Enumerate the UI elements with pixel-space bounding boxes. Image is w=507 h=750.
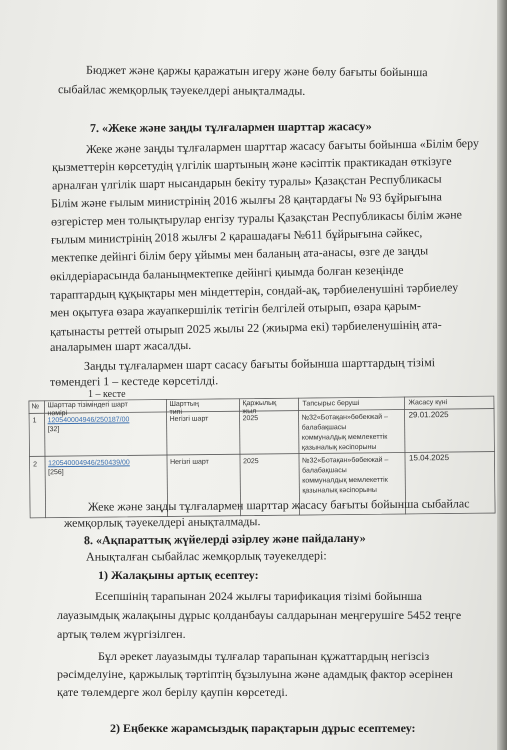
paragraph-line: сыбайлас жемқорлық тәуекелдері анықталмады. xyxy=(57,82,306,98)
page-edge-shadow xyxy=(497,0,507,750)
paragraph-line: қызметтерін көрсетудің үлгілік шартының және кәсіптік практикадан өткізуге xyxy=(51,153,452,175)
row-2-date: 15.04.2025 xyxy=(408,453,450,463)
row-1-client-line: балабақшасы xyxy=(301,424,347,432)
table-caption: 1 – кесте xyxy=(88,389,126,400)
row-1-registry-extra: [32] xyxy=(47,426,60,434)
row-2-registry-extra: [256] xyxy=(48,469,64,477)
paragraph-line: рәсімделуіне, қаржылық тәртіптің бұзылуына және адамдық фактор әсерінен xyxy=(57,667,453,681)
section-8-heading: 8. «Ақпараттық жүйелерді әзірлеу және пайдалану» xyxy=(83,530,366,548)
header-client: Тапсырыс беруші xyxy=(302,399,360,408)
paragraph-line: Бұл әрекет лауазымды тұлғалар тарапынан құжаттардың негізсіз xyxy=(98,649,430,663)
row-2-client-line: коммуналдық мемлекеттік xyxy=(302,476,388,485)
paragraph-line: өкілдеріарасында баланыңмектепке дейінгі қиымда болған кезеңінде xyxy=(49,262,404,284)
paragraph-line: мектепке дейінгі білім беру ұйымы мен баланың ата-анасы, өзге де заңды xyxy=(50,243,429,265)
row-2-fiscal-year: 2025 xyxy=(243,458,259,466)
header-registry-number-2: нөмірі xyxy=(47,410,68,418)
subsection-1-heading: 1) Жалақыны артық есептеу: xyxy=(98,568,259,582)
paragraph-line: арналған үлгілік шарт нысандарын бекіту туралы» Қазақстан Республикасы xyxy=(51,171,442,193)
paragraph-line: өзгерістер мен толықтырулар енгізу туралы Қазақстан Республикасы білім және xyxy=(50,207,463,229)
paragraph-line: ғылым министрінің 2018 жылғы 2 қарашадағы №611 бұйрығына сәйкес, xyxy=(50,225,423,247)
row-2-client-line: балабақшасы xyxy=(302,467,347,475)
row-1-client-line: коммуналдық мемлекеттік xyxy=(301,433,388,442)
row-2-client-line: №32«Ботақан»бөбекжай – xyxy=(302,456,389,465)
row-1-registry-link[interactable]: 120540004946/250187/00 xyxy=(47,416,130,425)
paragraph-line: Бюджет және қаржы қаражатын игеру және бөлу бағыты бойынша xyxy=(85,62,428,80)
paragraph-line: төмендегі 1 – кестеде көрсетілді. xyxy=(49,373,219,389)
paragraph-line: Жеке және заңды тұлғалармен шарттар жасасу бағыты бойынша «Білім беру xyxy=(85,135,480,157)
paragraph-line: қатынасты реттей отырып 2025 жылы 22 (жиырма екі) тәрбиеленушінің ата- xyxy=(49,317,442,339)
row-1-client-line: №32«Ботақан»бөбекжай – xyxy=(301,413,389,422)
section-8-intro: Анықталған сыбайлас жемқорлық тәуекелдері: xyxy=(85,548,327,564)
header-num: № xyxy=(31,403,40,411)
header-contract-type-2: типі xyxy=(169,408,183,416)
paragraph-line: жемқорлық тәуекелдері анықталмады. xyxy=(63,514,261,530)
header-date: Жасасу күні xyxy=(408,399,448,407)
row-1-fiscal-year: 2025 xyxy=(242,415,259,423)
paragraph-line: қате төлемдерге жол берілу қаупін көрсетеді. xyxy=(57,685,288,699)
row-1-date: 29.01.2025 xyxy=(408,410,449,420)
paragraph-line: Заңды тұлғалармен шарт сасасу бағыты бойынша шарттардың тізімі xyxy=(83,355,436,373)
paragraph-line: артық төлем жүргізілген. xyxy=(57,627,186,641)
row-2-contract-type: Негізгі шарт xyxy=(170,458,209,466)
row-1-num: 1 xyxy=(32,417,37,425)
header-registry-number: Шарттар тізіміндегі шарт xyxy=(47,401,128,410)
row-2-num: 2 xyxy=(33,461,38,469)
paragraph-line: Есепшінің тарапынан 2024 жылғы тарификация тізімі бойынша xyxy=(95,589,422,603)
row-1-client-line: қазыналық кәсіпорыны xyxy=(301,443,377,452)
header-fiscal-year: Қаржылық xyxy=(242,399,277,408)
header-contract-type: Шарттың xyxy=(169,400,199,408)
paragraph-line: тараптардың құқықтары мен міндеттерін, сондай-ақ, тәрбиеленушіні тәрбиелеу xyxy=(49,280,459,302)
paragraph-line: лауазымдық жалақыны дұрыс қолданбауы салдарынан меңгерушіге 5452 теңге xyxy=(57,608,462,622)
row-2-registry-link[interactable]: 120540004946/250439/00 xyxy=(48,459,130,468)
header-fiscal-year-2: жыл xyxy=(242,408,257,416)
row-2-client-line: қазыналық кәсіпорыны xyxy=(302,486,377,495)
section-7-heading: 7. «Жеке және заңды тұлғалармен шарттар жасасу» xyxy=(89,119,372,135)
paragraph-line: Жеке және заңды тұлғалармен шарттар жасасу бағыты бойынша сыбайлас xyxy=(87,496,470,514)
subsection-2-heading: 2) Еңбекке жарамсыздық парақтарын дұрыс есептемеу: xyxy=(110,721,416,735)
paragraph-line: мен оқытуға өзара жауапкершілік тетігін белгілей отырып, өзара қарым- xyxy=(49,298,422,320)
paragraph-line: аналарымен шарт жасалды. xyxy=(49,338,192,354)
row-1-contract-type: Негізгі шарт xyxy=(169,415,209,423)
paragraph-line: Білім және ғылым министрінің 2016 жылғы 28 қаңтардағы № 93 бұйрығына xyxy=(50,189,442,211)
